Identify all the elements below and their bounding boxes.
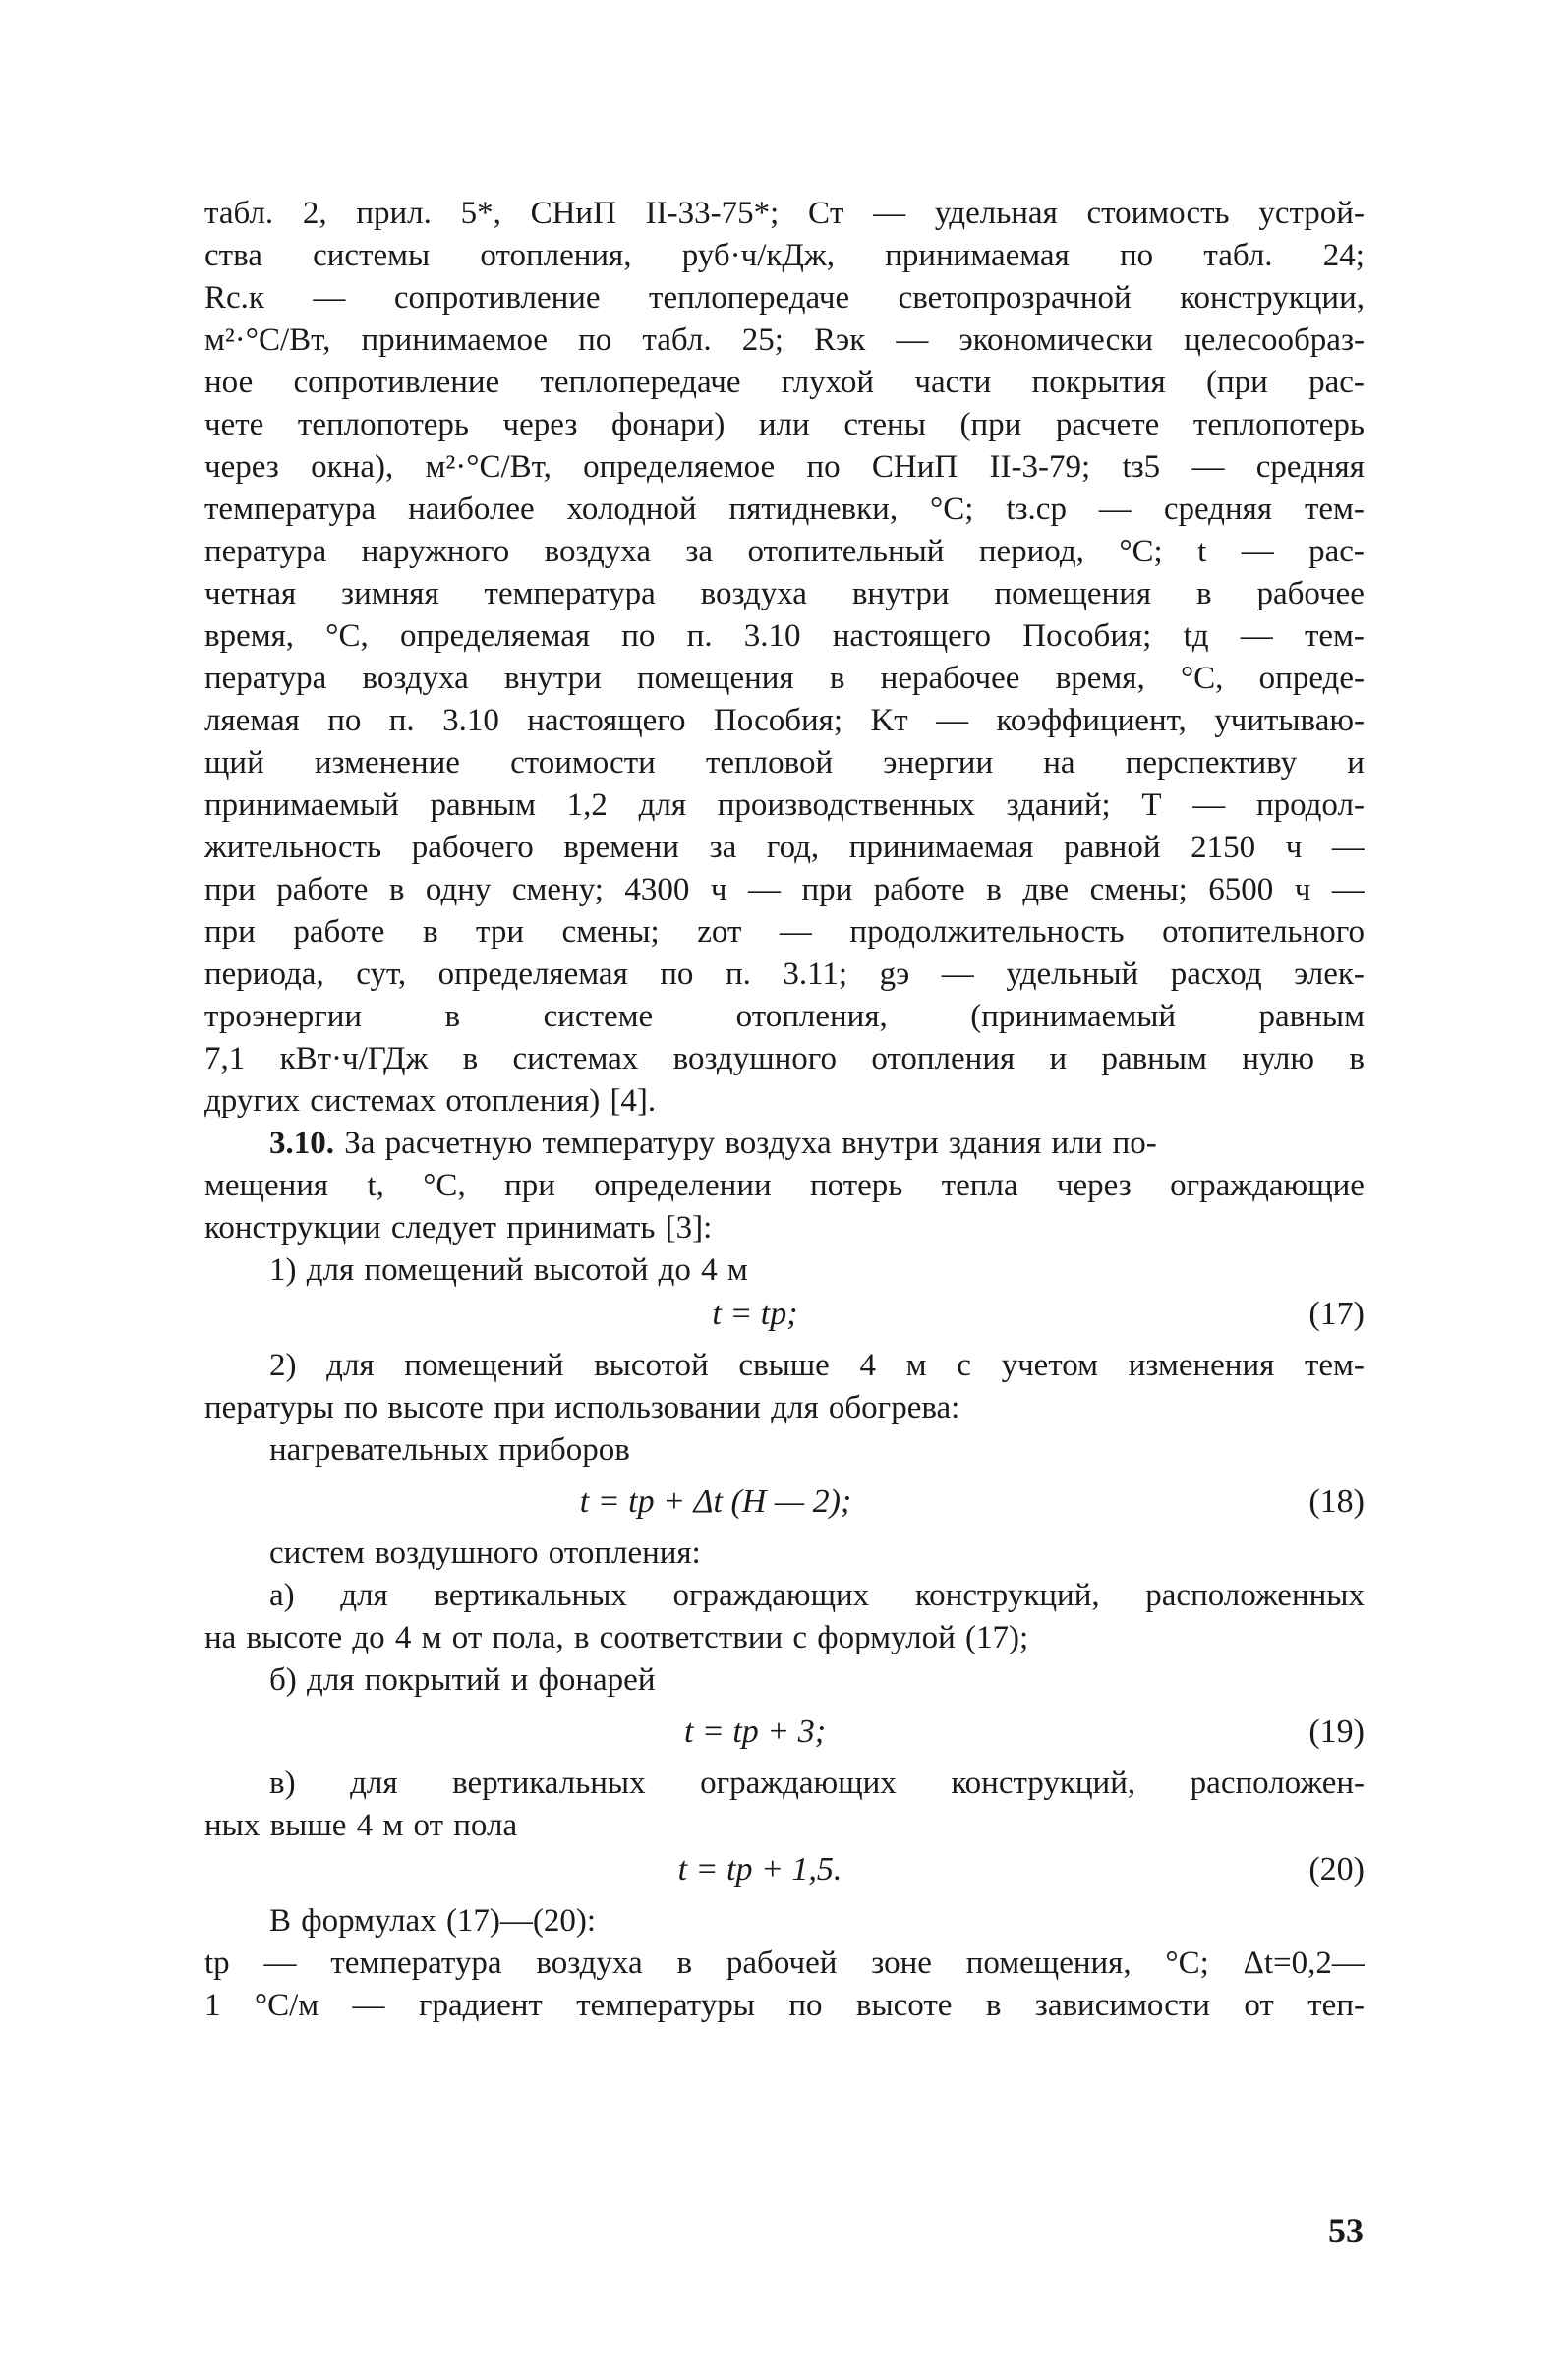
text-line: при работе в три смены; zот — продолжительность отопительного: [204, 914, 1365, 950]
formula-number: (20): [1308, 1851, 1365, 1887]
text-line: ное сопротивление теплопередаче глухой части покрытия (при рас-: [204, 365, 1365, 400]
text-line: температура наиболее холодной пятидневки, °С; tз.ср — средняя тем-: [204, 492, 1365, 527]
formula-17: [204, 1292, 1365, 1337]
text-line: пература наружного воздуха за отопительный период, °С; t — рас-: [204, 534, 1365, 569]
text-line: м²·°С/Вт, принимаемое по табл. 25; Rэк — экономически целесообраз-: [204, 322, 1365, 358]
formula-19: [204, 1710, 1365, 1755]
text-line: конструкции следует принимать [3]:: [204, 1210, 713, 1246]
text-line: периода, сут, определяемая по п. 3.11; gэ — удельный расход элек-: [204, 957, 1365, 992]
text-line: 7,1 кВт·ч/ГДж в системах воздушного отопления и равным нулю в: [204, 1041, 1365, 1076]
text-line: В формулах (17)—(20):: [269, 1903, 597, 1939]
section-heading-line: [204, 1123, 1365, 1165]
formula-expression: t = tр;: [712, 1296, 798, 1332]
text-line: ных выше 4 м от пола: [204, 1808, 518, 1843]
list-item-a: а) для вертикальных ограждающих конструкций, расположенных: [269, 1578, 1365, 1613]
text-line: нагревательных приборов: [269, 1432, 630, 1468]
text-line: ства системы отопления, руб·ч/кДж, принимаемая по табл. 24;: [204, 238, 1365, 273]
formula-number: (17): [1308, 1296, 1365, 1332]
text-line: щий изменение стоимости тепловой энергии на перспективу и: [204, 745, 1365, 781]
list-item-v: в) для вертикальных ограждающих конструкций, расположен-: [269, 1766, 1365, 1801]
text-line: систем воздушного отопления:: [269, 1536, 701, 1571]
text-line: ляемая по п. 3.10 настоящего Пособия; Kт — коэффициент, учитываю-: [204, 703, 1365, 738]
text-line: пературы по высоте при использовании для обогрева:: [204, 1390, 960, 1425]
formula-20: [204, 1847, 1365, 1892]
section-3-10: [204, 1123, 1365, 2027]
text-line: жительность рабочего времени за год, принимаемая равной 2150 ч —: [204, 830, 1365, 865]
text-line: принимаемый равным 1,2 для производственных зданий; T — продол-: [204, 787, 1365, 823]
text-line: троэнергии в системе отопления, (принимаемый равным: [204, 999, 1365, 1034]
text-line: Rс.к — сопротивление теплопередаче светопрозрачной конструкции,: [204, 280, 1365, 316]
formula-number: (19): [1308, 1713, 1365, 1750]
text-line: через окна), м²·°С/Вт, определяемое по СНиП II-3-79; tз5 — средняя: [204, 449, 1365, 485]
text-line: на высоте до 4 м от пола, в соответствии с формулой (17);: [204, 1620, 1029, 1655]
page-text-column: [204, 193, 1365, 2027]
list-item-2: 2) для помещений высотой свыше 4 м с учетом изменения тем-: [269, 1348, 1365, 1383]
formula-number: (18): [1308, 1483, 1365, 1520]
text-line: время, °С, определяемая по п. 3.10 настоящего Пособия; tд — тем-: [204, 618, 1365, 654]
formula-expression: t = tр + 3;: [683, 1713, 827, 1750]
text-line: при работе в одну смену; 4300 ч — при работе в две смены; 6500 ч —: [204, 872, 1365, 907]
text-line: чете теплопотерь через фонари) или стены (при расчете теплопотерь: [204, 407, 1365, 442]
text-line: За расчетную температуру воздуха внутри здания или по-: [334, 1126, 1157, 1161]
page-number: 53: [1328, 2211, 1364, 2250]
text-line: пература воздуха внутри помещения в нерабочее время, °С, опреде-: [204, 661, 1365, 696]
paragraph-continuation: [204, 193, 1365, 1123]
list-item-b: б) для покрытий и фонарей: [269, 1662, 656, 1698]
formula-18: [204, 1480, 1365, 1525]
text-line: других системах отопления) [4].: [204, 1083, 657, 1119]
text-line: табл. 2, прил. 5*, СНиП II-33-75*; Cт — удельная стоимость устрой-: [204, 196, 1365, 231]
text-line: 1 °С/м — градиент температуры по высоте в зависимости от теп-: [204, 1988, 1365, 2023]
text-line: четная зимняя температура воздуха внутри помещения в рабочее: [204, 576, 1365, 611]
text-line: tр — температура воздуха в рабочей зоне помещения, °С; Δt=0,2—: [204, 1945, 1365, 1981]
section-number: 3.10.: [269, 1126, 334, 1161]
list-item-1: 1) для помещений высотой до 4 м: [269, 1252, 748, 1288]
formula-expression: t = tр + 1,5.: [677, 1851, 842, 1887]
text-line: мещения t, °С, при определении потерь тепла через ограждающие: [204, 1168, 1365, 1203]
formula-expression: t = tр + Δt (H — 2);: [579, 1483, 852, 1520]
